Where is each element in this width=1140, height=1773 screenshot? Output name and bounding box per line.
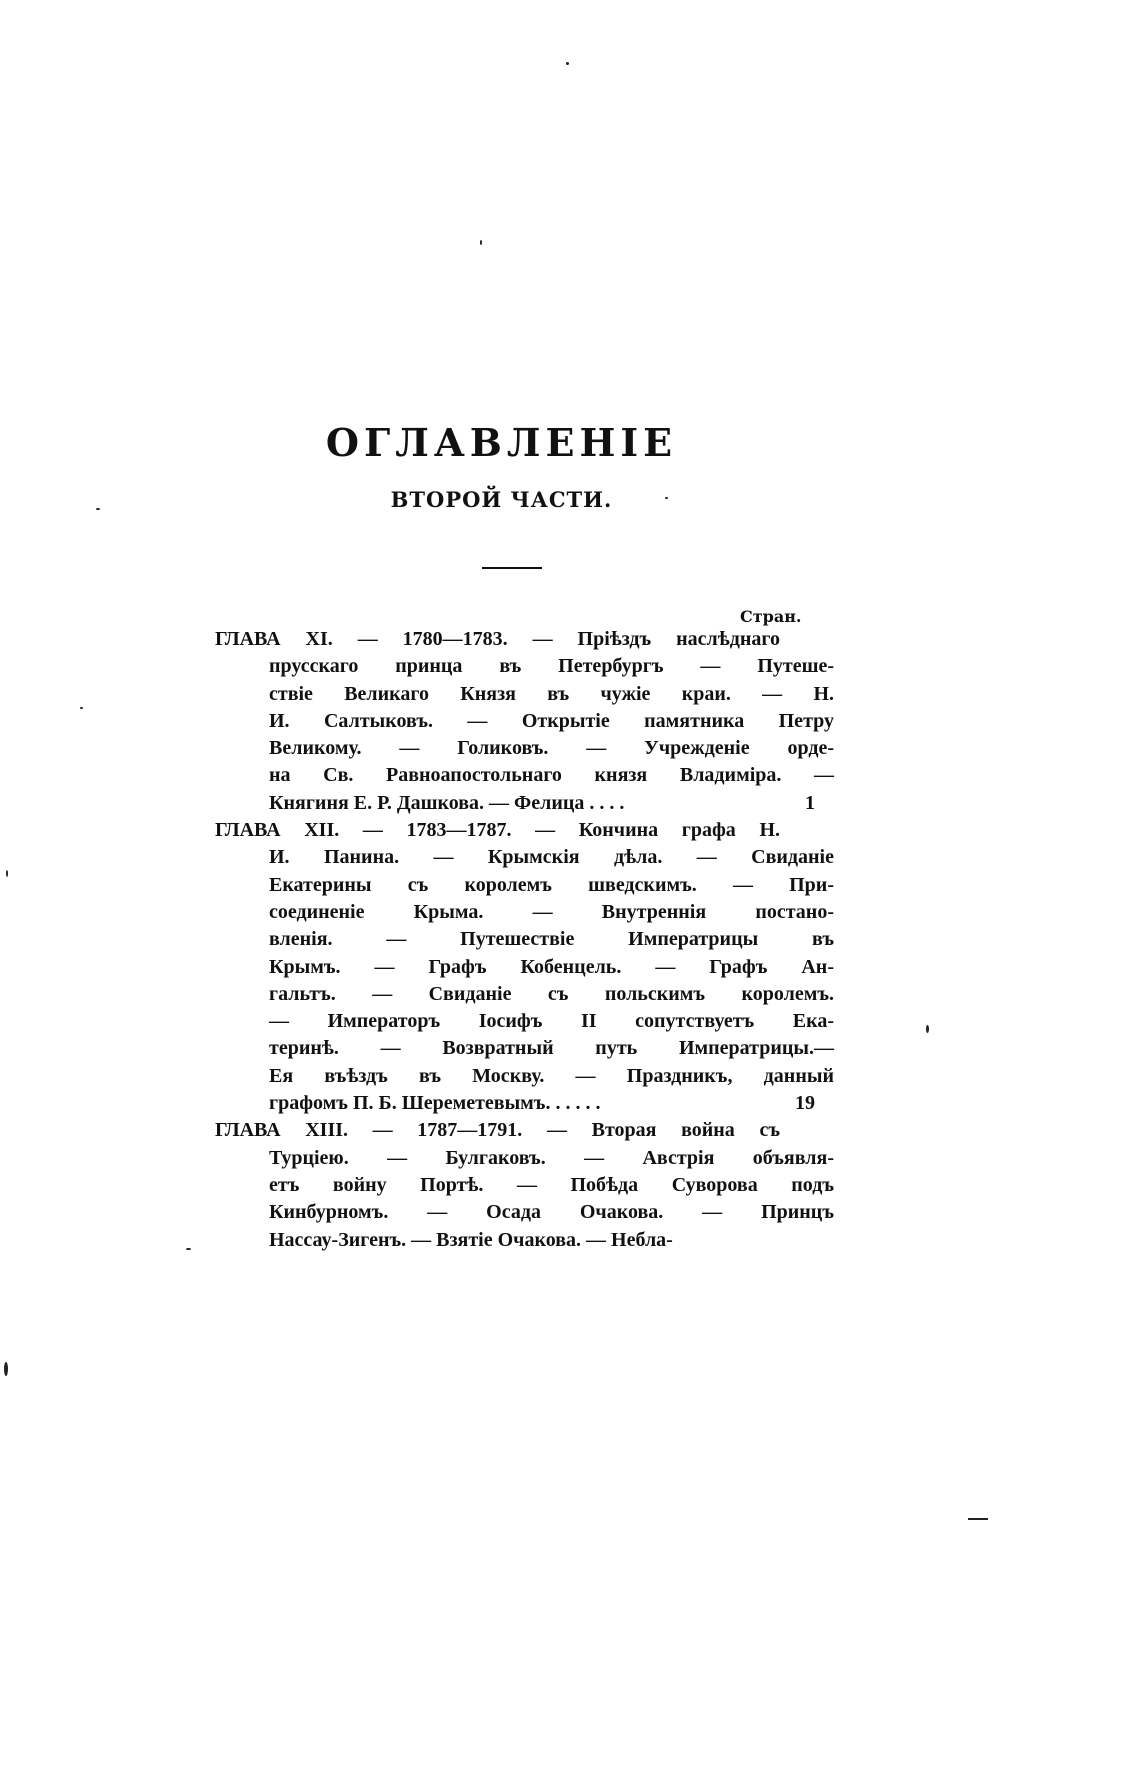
toc-line	[215, 981, 834, 1008]
toc-line	[215, 872, 834, 899]
scan-speck	[80, 707, 83, 709]
toc-line	[215, 1172, 834, 1199]
toc-line	[215, 1063, 834, 1090]
scan-speck	[480, 240, 482, 245]
toc-line-text: Екатерины съ королемъ шведскимъ. — При-	[269, 873, 834, 896]
toc-line-text: — Императоръ Іосифъ II сопутствуетъ Ека-	[269, 1010, 834, 1033]
toc-line-text: гальтъ. — Свиданіе съ польскимъ королемъ.	[269, 982, 834, 1005]
toc-line-text: на Св. Равноапостольнаго князя Владиміра. —	[269, 764, 834, 787]
toc-line-text: Турціею. — Булгаковъ. — Австрія объявля-	[269, 1146, 834, 1169]
toc-line-text: Кинбурномъ. — Осада Очакова. — Принцъ	[269, 1201, 834, 1224]
toc-line-text: И. Панина. — Крымскія дѣла. — Свиданіе	[269, 846, 834, 869]
scan-speck	[186, 1248, 191, 1250]
toc-line-text: ГЛАВА XIII. — 1787—1791. — Вторая война съ	[215, 1119, 780, 1142]
toc-chapter-heading	[215, 817, 815, 844]
toc-line	[215, 1199, 834, 1226]
toc-chapter-heading	[215, 1117, 815, 1144]
toc-line-text: И. Салтыковъ. — Открытіе памятника Петру	[269, 709, 834, 732]
scan-speck	[4, 1362, 8, 1376]
toc-line-text: вленія. — Путешествіе Императрицы въ	[269, 928, 834, 951]
toc-line	[215, 954, 834, 981]
toc-chapter-heading	[215, 626, 815, 653]
toc-line-text: Крымъ. — Графъ Кобенцель. — Графъ Ан-	[269, 955, 834, 978]
toc-line	[215, 844, 834, 871]
toc-line	[215, 899, 834, 926]
toc-page-number: 19	[795, 1092, 815, 1115]
toc-line	[215, 735, 834, 762]
toc-line	[215, 653, 834, 680]
table-of-contents	[215, 626, 834, 1254]
scan-speck	[968, 1518, 988, 1520]
toc-line	[215, 926, 834, 953]
scan-speck	[665, 497, 668, 499]
toc-line-text: соединеніе Крыма. — Внутреннія постано-	[269, 900, 834, 923]
toc-line-text: Великому. — Голиковъ. — Учрежденіе орде-	[269, 737, 834, 760]
toc-line-text: Княгиня Е. Р. Дашкова. — Фелица . . . .	[269, 791, 625, 814]
toc-line	[215, 1090, 815, 1117]
scan-speck	[926, 1025, 929, 1033]
scan-speck	[566, 62, 569, 65]
toc-line-text: ГЛАВА XII. — 1783—1787. — Кончина графа Н.	[215, 819, 780, 842]
toc-page-number: 1	[805, 791, 815, 814]
page-title: ОГЛАВЛЕНІЕ	[325, 420, 678, 465]
toc-line-text: етъ войну Портѣ. — Побѣда Суворова подъ	[269, 1173, 834, 1196]
toc-line	[215, 681, 834, 708]
toc-line	[215, 790, 815, 817]
toc-line-text: Нассау-Зигенъ. — Взятіе Очакова. — Небла-	[269, 1228, 673, 1251]
scan-speck	[96, 508, 100, 510]
toc-line	[215, 708, 834, 735]
toc-line	[215, 1227, 815, 1254]
scan-speck	[6, 870, 8, 877]
page-subtitle: ВТОРОЙ ЧАСТИ.	[390, 487, 613, 512]
toc-line-text: графомъ П. Б. Шереметевымъ. . . . . .	[269, 1092, 601, 1115]
toc-line-text: прусскаго принца въ Петербургъ — Путеше-	[269, 655, 834, 678]
toc-line	[215, 762, 834, 789]
toc-line	[215, 1035, 834, 1062]
toc-line	[215, 1008, 834, 1035]
page-column-label: Стран.	[740, 607, 802, 626]
toc-line-text: Ея въѣздъ въ Москву. — Праздникъ, данный	[269, 1064, 834, 1087]
toc-line-text: теринѣ. — Возвратный путь Императрицы.—	[269, 1037, 834, 1060]
toc-line	[215, 1145, 834, 1172]
toc-line-text: ствіе Великаго Князя въ чужіе краи. — Н.	[269, 682, 834, 705]
title-divider	[482, 567, 542, 569]
toc-line-text: ГЛАВА XI. — 1780—1783. — Пріѣздъ наслѣднаго	[215, 628, 780, 650]
